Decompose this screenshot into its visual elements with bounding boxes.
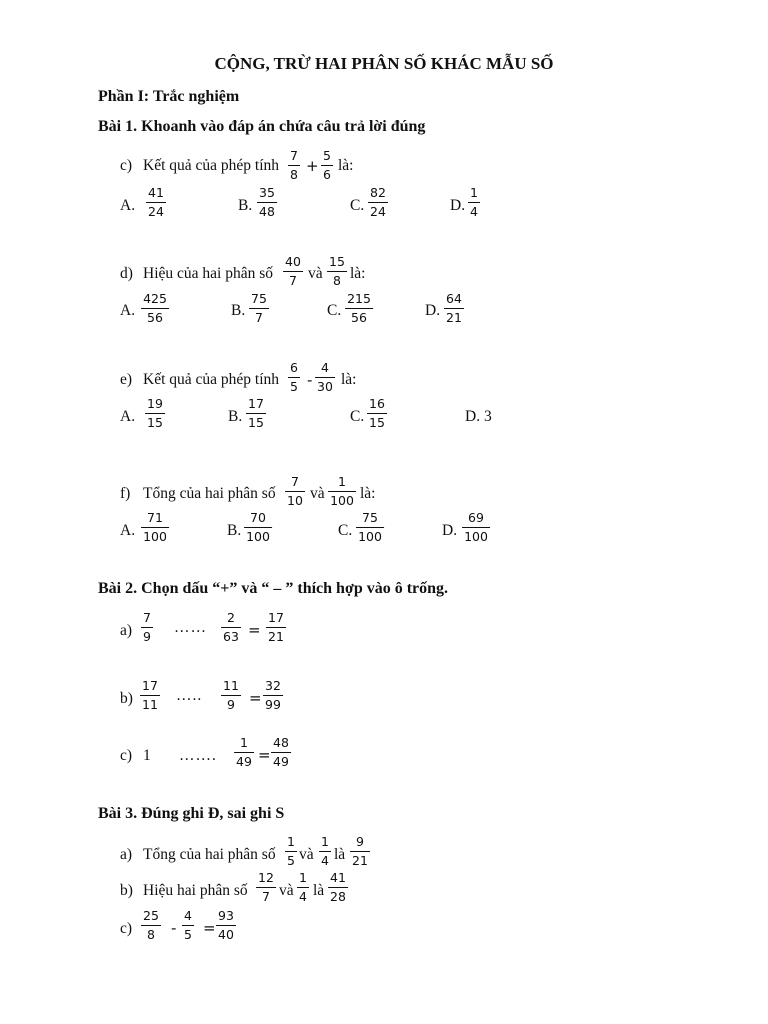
option-a-label: A. — [120, 522, 136, 539]
option-c-fraction: 16 15 — [369, 396, 385, 430]
option-b-label: B. — [238, 197, 253, 214]
option-a-label: A. — [120, 408, 136, 425]
option-a-fraction: 71 100 — [143, 510, 167, 544]
fraction: 1 100 — [330, 474, 354, 508]
question-label: a) — [120, 622, 133, 639]
question-label: e) — [120, 371, 133, 388]
fraction: 7 8 — [290, 148, 298, 182]
fraction: 48 49 — [273, 735, 289, 769]
fraction: 1 5 — [287, 834, 295, 868]
question-label: c) — [120, 157, 133, 174]
question-label: c) — [120, 920, 133, 937]
option-d-fraction: 1 4 — [470, 185, 478, 219]
option-d-fraction: 64 21 — [446, 291, 462, 325]
question-label: b) — [120, 882, 133, 899]
question-and: và — [279, 882, 294, 899]
option-d-label: D. 3 — [465, 408, 492, 425]
question-and: và — [308, 265, 323, 282]
fraction: 40 7 — [285, 254, 301, 288]
fraction: 17 21 — [268, 610, 284, 644]
fraction: 12 7 — [258, 870, 274, 904]
option-b-label: B. — [228, 408, 243, 425]
option-c-label: C. — [350, 408, 365, 425]
question-label: f) — [120, 485, 131, 502]
question-label: c) — [120, 747, 133, 764]
fraction: 25 8 — [143, 908, 159, 942]
option-d-fraction: 69 100 — [464, 510, 488, 544]
page-title: CỘNG, TRỪ HAI PHÂN SỐ KHÁC MẪU SỐ — [214, 54, 554, 73]
option-a-fraction: 19 15 — [147, 396, 163, 430]
option-b-label: B. — [227, 522, 242, 539]
question-tail: là: — [341, 371, 357, 388]
question-text: Kết quả của phép tính — [143, 371, 280, 388]
question-label: a) — [120, 846, 133, 863]
fraction: 32 99 — [265, 678, 281, 712]
fraction: 11 9 — [223, 678, 239, 712]
fraction: 17 11 — [142, 678, 158, 712]
fraction: 41 28 — [330, 870, 346, 904]
exercise-2-heading: Bài 2. Chọn dấu “+” và “ – ” thích hợp vào ô trống. — [98, 580, 449, 597]
option-c-label: C. — [327, 302, 342, 319]
option-a-label: A. — [120, 197, 136, 214]
option-c-label: C. — [338, 522, 353, 539]
fraction: 2 63 — [223, 610, 239, 644]
question-text: Kết quả của phép tính — [143, 157, 280, 174]
question-tail: là: — [350, 265, 366, 282]
equals-sign: = — [249, 689, 262, 707]
blank-dots[interactable]: ….. — [176, 687, 203, 704]
operator: + — [306, 157, 319, 175]
equals-sign: = — [248, 621, 261, 639]
fraction: 4 5 — [184, 908, 192, 942]
fraction: 6 5 — [290, 360, 298, 394]
operator: - — [171, 919, 177, 937]
question-label: b) — [120, 690, 133, 707]
question-text: Tổng của hai phân số — [143, 846, 276, 863]
equals-sign: = — [203, 919, 216, 937]
option-d-label: D. — [425, 302, 441, 319]
option-a-label: A. — [120, 302, 136, 319]
question-is: là — [334, 846, 346, 863]
question-is: là — [313, 882, 325, 899]
equals-sign: = — [258, 746, 271, 764]
question-text: Hiệu của hai phân số — [143, 265, 273, 282]
option-c-label: C. — [350, 197, 365, 214]
question-and: và — [299, 846, 314, 863]
question-and: và — [310, 485, 325, 502]
option-c-fraction: 75 100 — [358, 510, 382, 544]
option-b-fraction: 35 48 — [259, 185, 275, 219]
fraction: 5 6 — [323, 148, 331, 182]
blank-dots[interactable]: …… — [174, 619, 207, 636]
fraction: 9 21 — [352, 834, 368, 868]
blank-dots[interactable]: ……. — [179, 747, 217, 764]
option-a-fraction: 41 24 — [148, 185, 164, 219]
question-text: Hiệu hai phân số — [143, 882, 248, 899]
question-tail: là: — [338, 157, 354, 174]
exercise-1-heading: Bài 1. Khoanh vào đáp án chứa câu trả lời đúng — [98, 118, 426, 135]
question-text: Tổng của hai phân số — [143, 485, 276, 502]
fraction: 7 9 — [143, 610, 151, 644]
fraction: 93 40 — [218, 908, 234, 942]
fraction: 1 4 — [299, 870, 307, 904]
whole-number: 1 — [143, 747, 151, 764]
exercise-3-heading: Bài 3. Đúng ghi Đ, sai ghi S — [98, 805, 285, 822]
option-c-fraction: 82 24 — [370, 185, 386, 219]
option-b-fraction: 75 7 — [251, 291, 267, 325]
question-tail: là: — [360, 485, 376, 502]
fraction: 4 30 — [317, 360, 333, 394]
option-c-fraction: 215 56 — [347, 291, 371, 325]
question-label: d) — [120, 265, 133, 282]
fraction: 7 10 — [287, 474, 303, 508]
option-b-fraction: 17 15 — [248, 396, 264, 430]
option-d-label: D. — [450, 197, 466, 214]
option-a-fraction: 425 56 — [143, 291, 167, 325]
option-d-label: D. — [442, 522, 458, 539]
option-b-label: B. — [231, 302, 246, 319]
part-heading: Phần I: Trắc nghiệm — [98, 88, 240, 105]
operator: - — [307, 371, 313, 389]
fraction: 1 49 — [236, 735, 252, 769]
fraction: 1 4 — [321, 834, 329, 868]
option-b-fraction: 70 100 — [246, 510, 270, 544]
fraction: 15 8 — [329, 254, 345, 288]
